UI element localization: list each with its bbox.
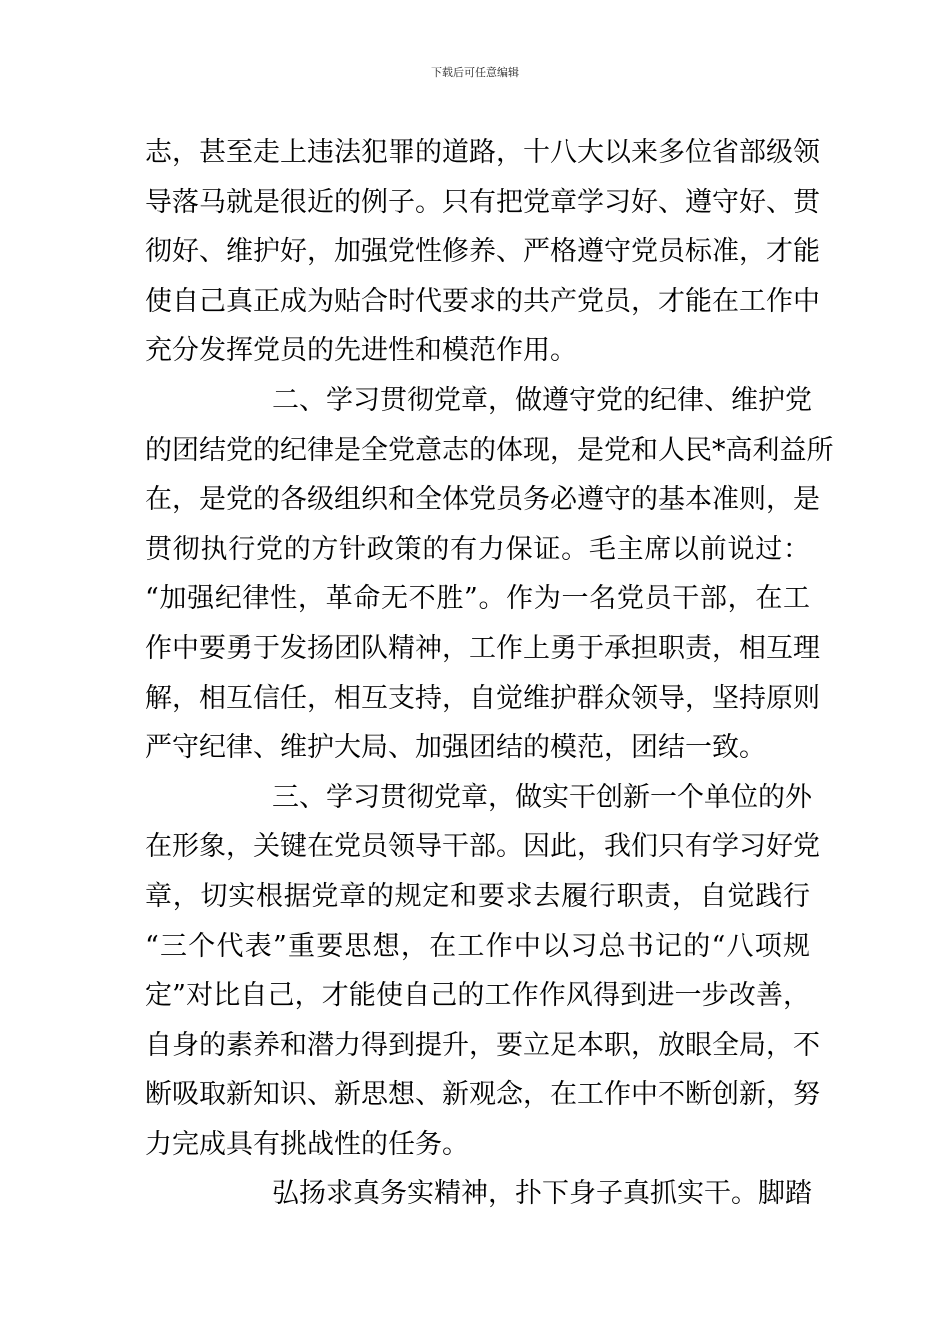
text-line: 彻好、维护好，加强党性修养、严格遵守党员标准，才能 xyxy=(145,236,820,268)
page-header: 下载后可任意编辑 xyxy=(431,66,519,79)
text-line: 使自己真正成为贴合时代要求的共产党员，才能在工作中 xyxy=(145,285,820,317)
text-line: 解，相互信任，相互支持，自觉维护群众领导，坚持原则 xyxy=(145,682,820,714)
text-line: 断吸取新知识、新思想、新观念，在工作中不断创新，努 xyxy=(145,1079,820,1111)
text-line: 作中要勇于发扬团队精神，工作上勇于承担职责，相互理 xyxy=(145,632,820,664)
section-heading-line: 三、学习贯彻党章，做实干创新一个单位的外 xyxy=(272,781,812,813)
text-line: 导落马就是很近的例子。只有把党章学习好、遵守好、贯 xyxy=(145,186,820,218)
text-line: 在形象，关键在党员领导干部。因此，我们只有学习好党 xyxy=(145,831,820,863)
text-line: 贯彻执行党的方针政策的有力保证。毛主席以前说过： xyxy=(145,533,810,565)
paragraph-first-line: 弘扬求真务实精神，扑下身子真抓实干。脚踏 xyxy=(272,1178,812,1210)
text-line: 充分发挥党员的先进性和模范作用。 xyxy=(145,335,577,367)
text-line: 严守纪律、维护大局、加强团结的模范，团结一致。 xyxy=(145,732,766,764)
text-line: 力完成具有挑战性的任务。 xyxy=(145,1128,469,1160)
text-line: 定”对比自己，才能使自己的工作作风得到进一步改善， xyxy=(145,980,810,1012)
text-line: 自身的素养和潜力得到提升，要立足本职，放眼全局，不 xyxy=(145,1029,820,1061)
text-line: 章，切实根据党章的规定和要求去履行职责，自觉践行 xyxy=(145,880,810,912)
text-line: “加强纪律性，革命无不胜”。作为一名党员干部，在工 xyxy=(145,583,810,615)
text-line: 的团结党的纪律是全党意志的体现，是党和人民*高利益所 xyxy=(145,434,834,466)
text-line: 在，是党的各级组织和全体党员务必遵守的基本准则，是 xyxy=(145,484,820,516)
section-heading-line: 二、学习贯彻党章，做遵守党的纪律、维护党 xyxy=(272,384,812,416)
text-line: 志，甚至走上违法犯罪的道路，十八大以来多位省部级领 xyxy=(145,137,820,168)
document-body xyxy=(145,128,834,1219)
text-line: “三个代表”重要思想，在工作中以习总书记的“八项规 xyxy=(145,930,810,962)
